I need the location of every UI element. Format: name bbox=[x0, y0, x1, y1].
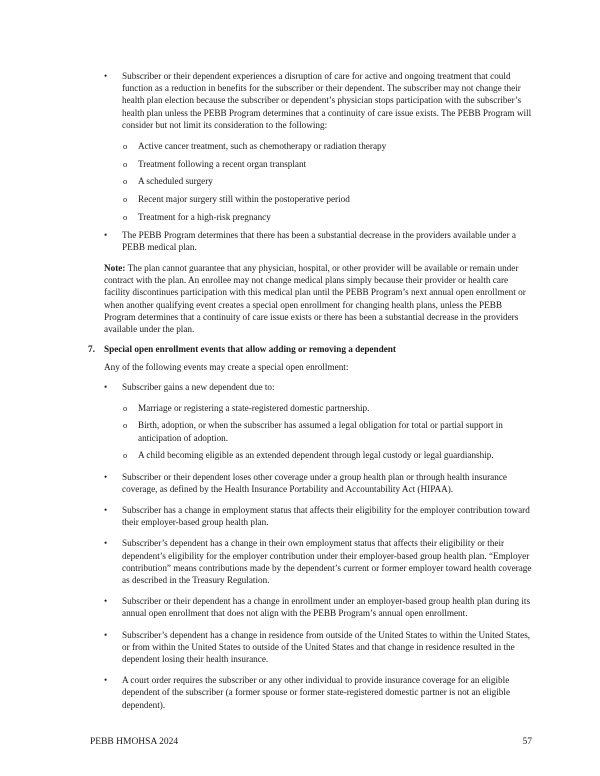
note-paragraph bbox=[90, 262, 532, 335]
circle-bullet-icon: o bbox=[123, 141, 128, 152]
bullet-icon: • bbox=[104, 629, 108, 640]
bullet-icon: • bbox=[104, 538, 108, 549]
circle-bullet-icon: o bbox=[123, 194, 128, 205]
bullet-icon: • bbox=[104, 504, 108, 515]
section-heading bbox=[90, 343, 532, 355]
bullet-icon: • bbox=[104, 675, 108, 686]
sub-item: o Birth, adoption, or when the subscriber has assumed a legal obligation for total or partial support in anticipation of adoption. bbox=[123, 420, 503, 443]
bullet-event: • Subscriber’s dependent has a change in their own employment status that affects their eligibility or their dependent’s eligibility for the employer contribution under their employer-based group health plan. “Employer contribution” means contributions made by the dependent’s current or former employer toward health coverage as described in the Treasury Regulation. bbox=[104, 538, 532, 585]
footer-document-title: PEBB HMOHSA 2024 bbox=[90, 737, 179, 747]
bullet-new-dependent: • Subscriber gains a new dependent due to: bbox=[104, 381, 275, 392]
bullet-event: • Subscriber or their dependent loses other coverage under a group health plan or through health insurance coverage, as defined by the Health Insurance Portability and Accountability Act (HIPAA). bbox=[104, 471, 507, 494]
bullet-event: • Subscriber’s dependent has a change in residence from outside of the United States to within the United States, or from within the United States to outside of the United States and that change in residence resulted in the dependent losing their health insurance. bbox=[104, 629, 531, 665]
bullet-continuity-of-care bbox=[90, 70, 532, 131]
note-label: Note: bbox=[104, 262, 126, 273]
circle-bullet-icon: o bbox=[123, 211, 128, 222]
bullet-icon: • bbox=[104, 381, 108, 392]
sub-item: o Marriage or registering a state-registered domestic partnership. bbox=[123, 402, 370, 413]
bullet-icon: • bbox=[104, 471, 108, 482]
bullet-icon: • bbox=[104, 71, 108, 81]
bullet-text: Subscriber or their dependent experiences a disruption of care for active and ongoing treatment that could function as a reduction in benefits for the subscriber or their dependent. The subscriber may not change their health plan election because the subscriber or dependent’s physician stops participation with the subscriber’s health plan unless the PEBB Program determines that a continuity of care issue exists. The PEBB Program will consider but not limit its consideration to the following: bbox=[122, 71, 532, 130]
sub-item: o Recent major surgery still within the postoperative period bbox=[123, 194, 350, 205]
sub-item: o Active cancer treatment, such as chemotherapy or radiation therapy bbox=[123, 141, 387, 152]
bullet-event: • Subscriber has a change in employment status that affects their eligibility for the employer contribution toward their employer-based group health plan. bbox=[104, 504, 530, 528]
bullet-event: • Subscriber or their dependent has a change in enrollment under an employer-based group health plan during its annual open enrollment that does not align with the PEBB Program’s annual open enrollment. bbox=[104, 596, 531, 619]
footer-page-number: 57 bbox=[522, 737, 532, 747]
circle-bullet-icon: o bbox=[123, 420, 128, 431]
bullet-provider-decrease: • The PEBB Program determines that there has been a substantial decrease in the providers available under a PEBB medical plan. bbox=[104, 229, 516, 252]
circle-bullet-icon: o bbox=[123, 402, 128, 413]
sub-item: o A scheduled surgery bbox=[123, 176, 213, 187]
sub-item: o Treatment following a recent organ transplant bbox=[123, 158, 307, 169]
sub-item: o Treatment for a high-risk pregnancy bbox=[123, 211, 271, 222]
section-number: 7. bbox=[88, 344, 95, 355]
bullet-event: • A court order requires the subscriber or any other individual to provide insurance coverage for an eligible dependent of the subscriber (a former spouse or former state-registered domestic partner is not an eligible dependent). bbox=[104, 675, 511, 710]
circle-bullet-icon: o bbox=[123, 158, 128, 169]
sub-item: o A child becoming eligible as an extended dependent through legal custody or legal guardianship. bbox=[123, 450, 494, 461]
bullet-icon: • bbox=[104, 596, 108, 607]
page-content bbox=[90, 70, 532, 720]
section-title: Special open enrollment events that allow adding or removing a dependent bbox=[104, 344, 396, 355]
circle-bullet-icon: o bbox=[123, 176, 128, 187]
bullet-icon: • bbox=[104, 229, 108, 240]
section-intro: Any of the following events may create a special open enrollment: bbox=[104, 362, 349, 373]
circle-bullet-icon: o bbox=[123, 450, 128, 461]
note-text: The plan cannot guarantee that any physician, hospital, or other provider will be available or remain under contract with the plan. An enrollee may not change medical plans simply because their provider or health care facility discontinues participation with this medical plan until the PEBB Program’s next annual open enrollment or when another qualifying event creates a special open enrollment for changing health plans, unless the PEBB Program determines that a continuity of care issue exists or there has been a substantial decrease in the providers available under the plan. bbox=[104, 262, 526, 334]
